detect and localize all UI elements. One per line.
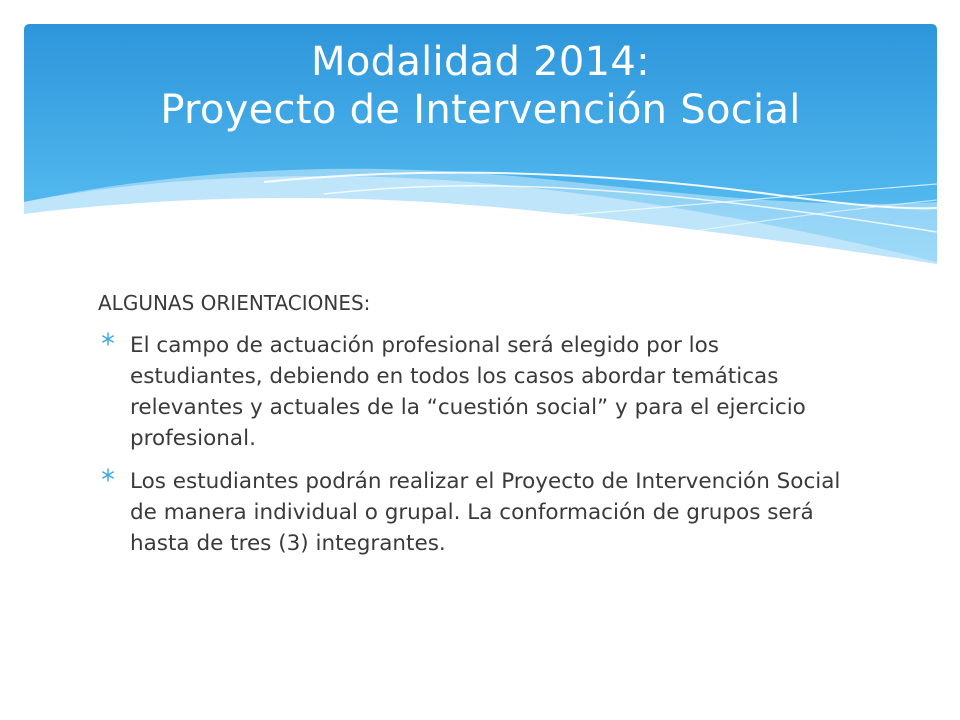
bullet-item [98,466,858,559]
slide-title [24,38,937,134]
title-line-1: Modalidad 2014: [311,39,650,85]
bullet-text: Los estudiantes podrán realizar el Proyecto de Intervención Social de manera individual o grupal. La conformación de grupos será hasta de tres (3) integrantes. [130,469,841,556]
slide-body [98,290,858,571]
bullet-item [98,330,858,454]
bullet-text: El campo de actuación profesional será elegido por los estudiantes, debiendo en todos los casos abordar temáticas relevantes y actuales de la “cuestión social” y para el ejercicio profesional. [130,333,806,451]
asterisk-bullet-icon [100,467,116,483]
asterisk-bullet-icon [100,331,116,347]
section-heading: ALGUNAS ORIENTACIONES: [98,291,371,315]
title-line-2: Proyecto de Intervención Social [160,87,801,133]
